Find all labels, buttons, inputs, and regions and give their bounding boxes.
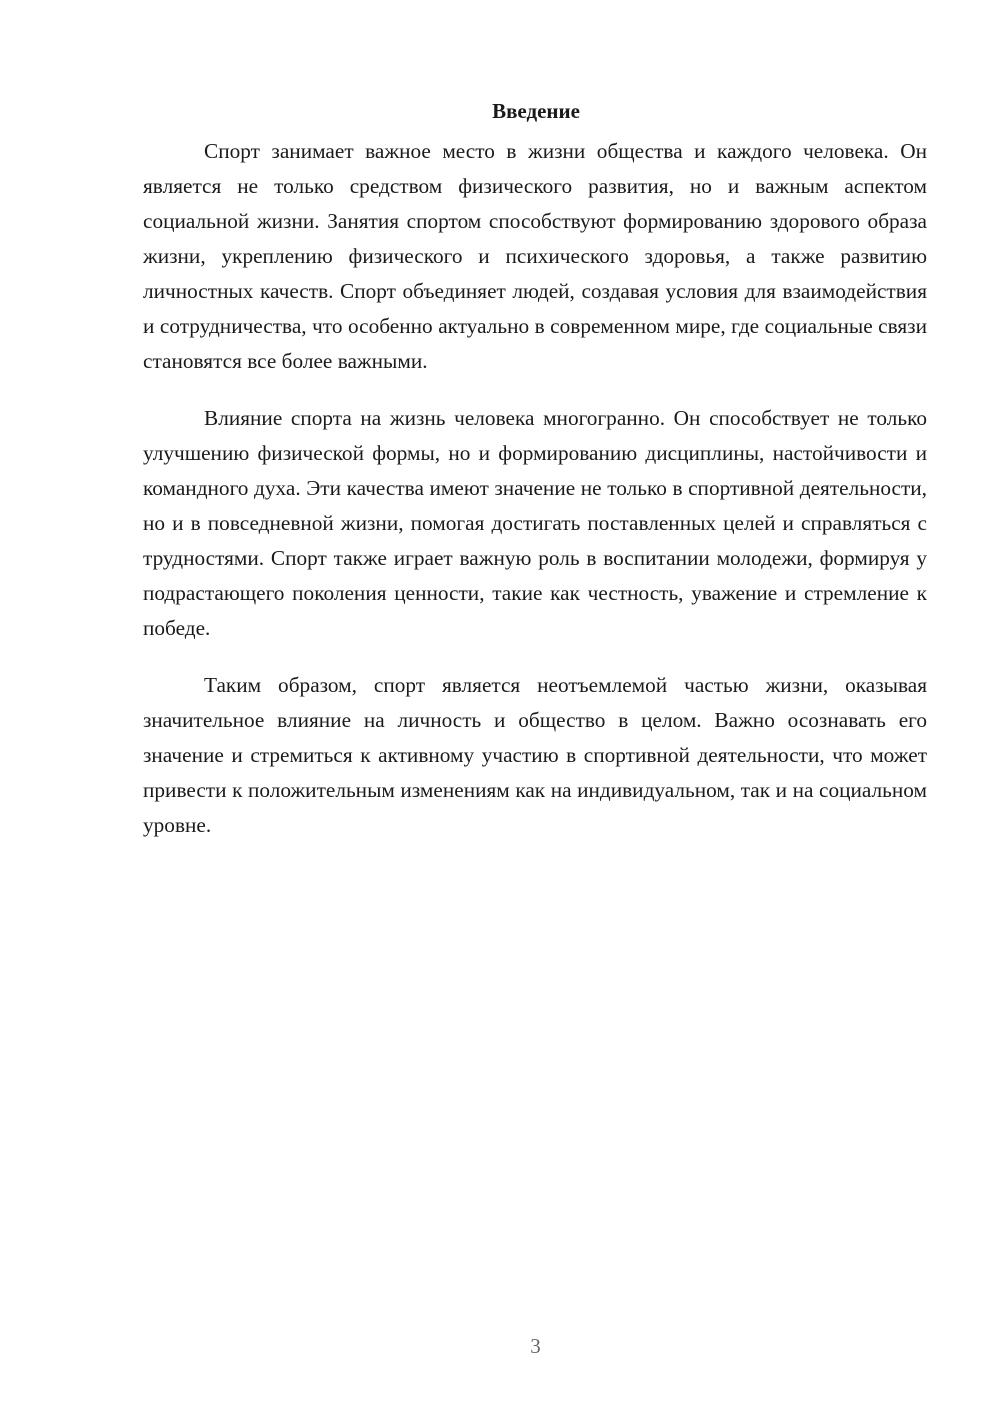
paragraph-2: Влияние спорта на жизнь человека многогранно. Он способствует не только улучшению физической формы, но и формированию дисциплины, настойчивости и командного духа. Эти качества имеют значение не только в спортивной деятельности, но и в повседневной жизни, помогая достигать поставленных целей и справляться с трудностями. Спорт также играет важную роль в воспитании молодежи, формируя у подрастающего поколения ценности, такие как честность, уважение и стремление к победе. — [143, 406, 927, 640]
page-number: 3 — [530, 1334, 541, 1358]
paragraph-3: Таким образом, спорт является неотъемлемой частью жизни, оказывая значительное влияние на личность и общество в целом. Важно осознавать его значение и стремиться к активному участию в спортивной деятельности, что может привести к положительным изменениям как на индивидуальном, так и на социальном уровне. — [143, 673, 927, 837]
page-title: Введение — [492, 99, 580, 123]
paragraph-1: Спорт занимает важное место в жизни общества и каждого человека. Он является не только средством физического развития, но и важным аспектом социальной жизни. Занятия спортом способствуют формированию здорового образа жизни, укреплению физического и психического здоровья, а также развитию личностных качеств. Спорт объединяет людей, создавая условия для взаимодействия и сотрудничества, что особенно актуально в современном мире, где социальные связи становятся все более важными. — [143, 139, 927, 373]
page-content — [143, 96, 927, 843]
